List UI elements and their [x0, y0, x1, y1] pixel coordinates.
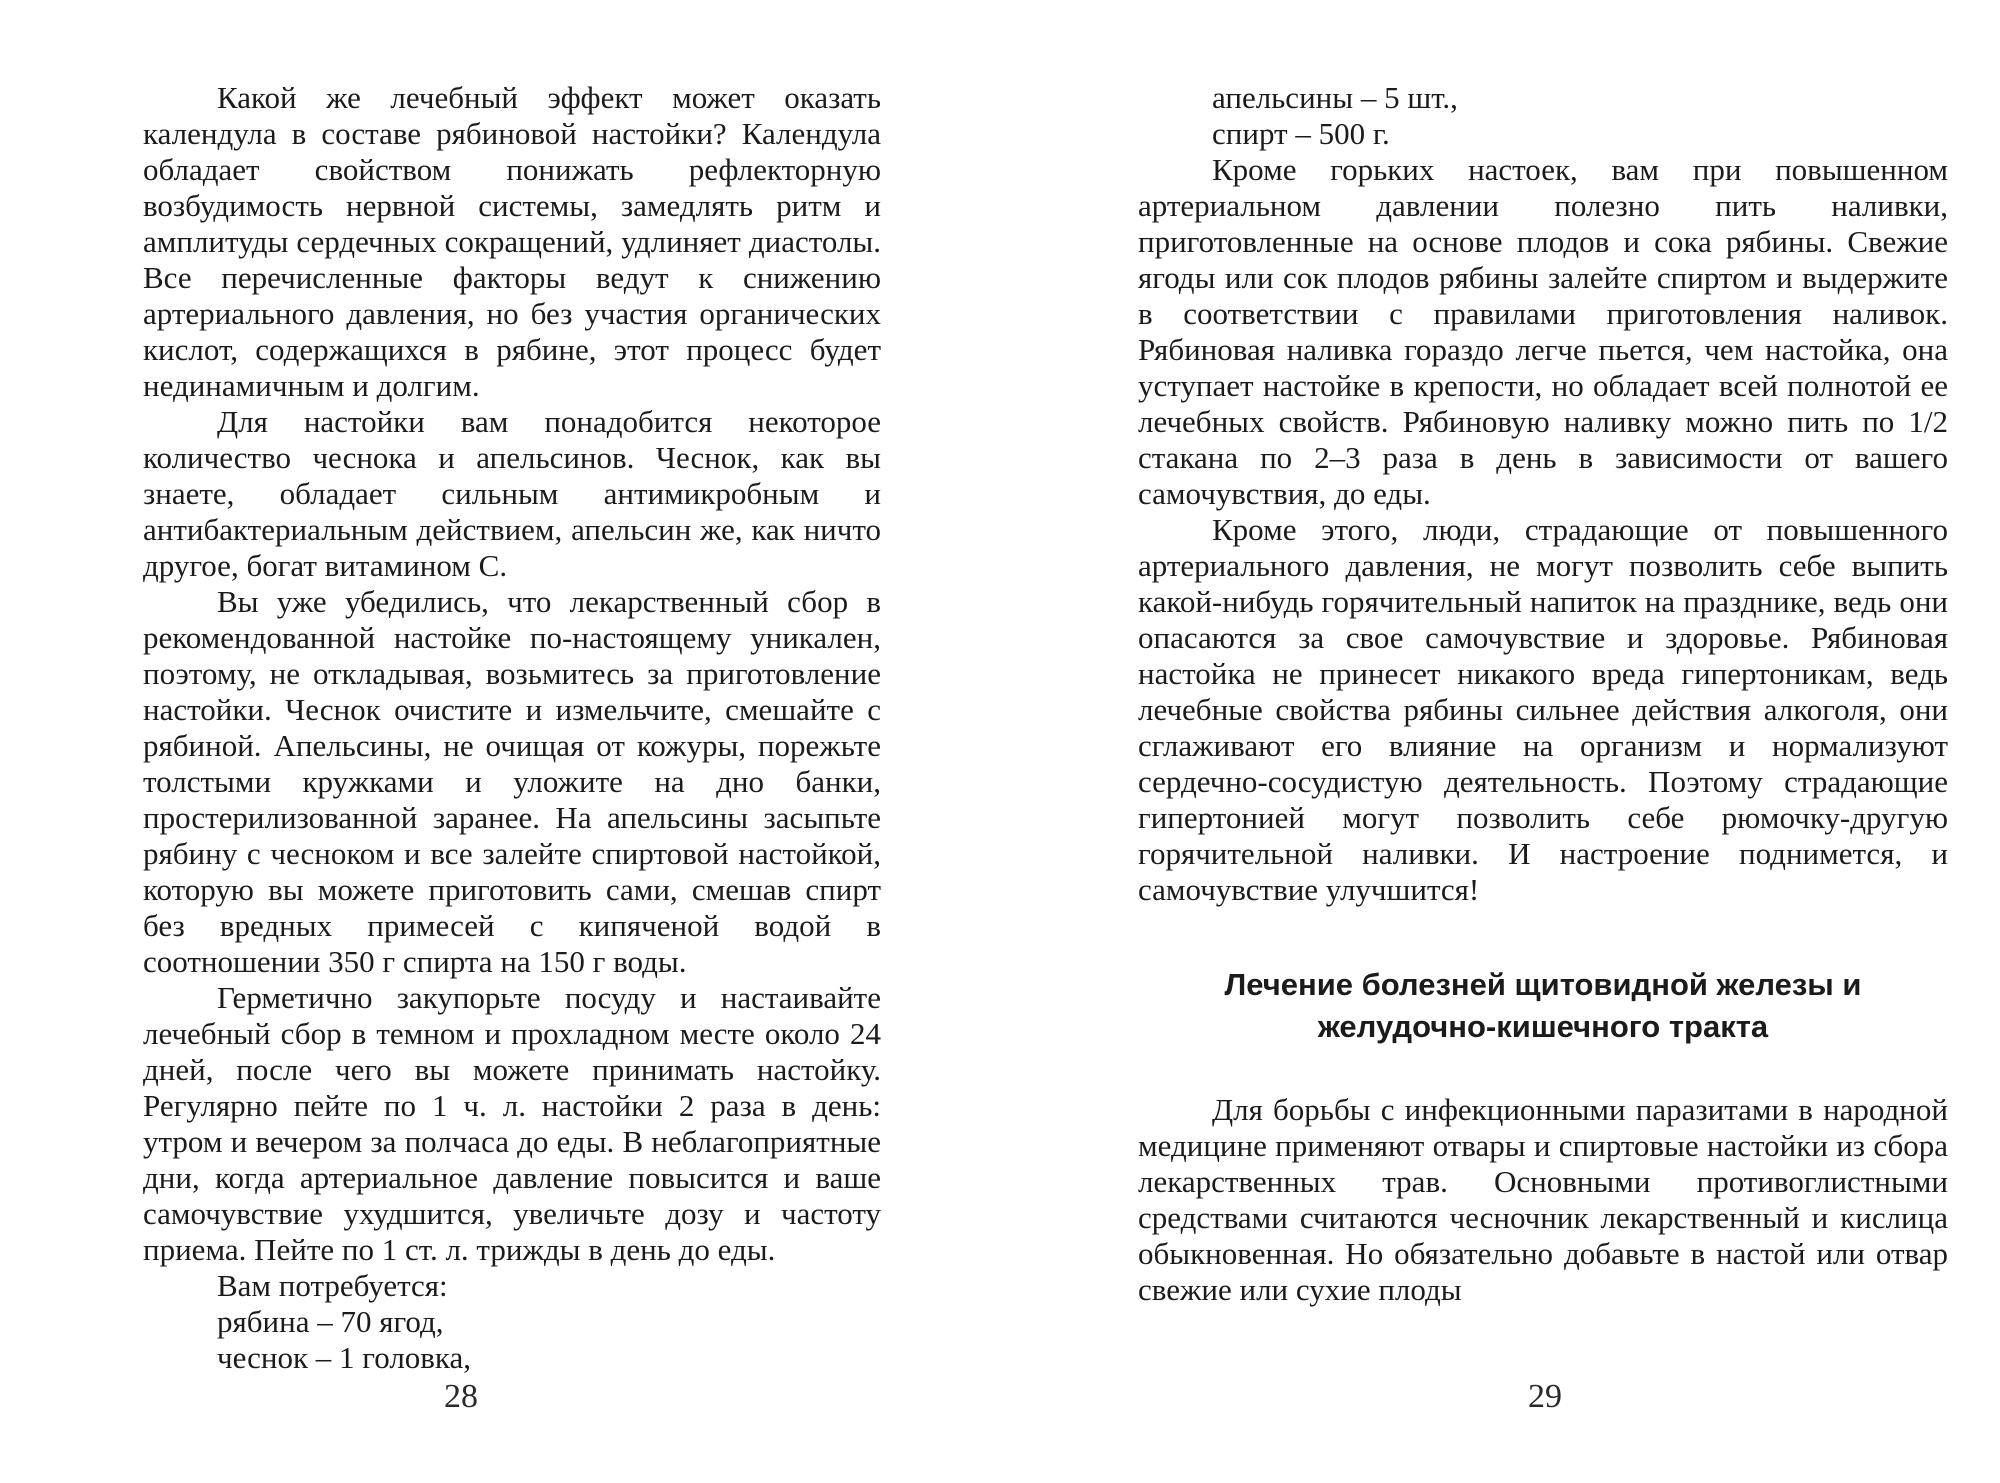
ingredient-item: чеснок – 1 головка,: [217, 1340, 472, 1375]
page-number-right: 29: [1528, 1378, 1562, 1415]
paragraph-preparation: Вы уже убедились, что лекарственный сбор в рекомендованной настойке по-настоящему уникален, поэтому, не откладывая, возьмитесь за приготовление настойки. Чеснок очистите и измельчите, смешайте с рябиной. Апельсины, не очищая от кожуры, порежьте толстыми кружками и уложите на дно банки, простерилизованной заранее. На апельсины засыпьте рябину с чесноком и все залейте спиртовой настойкой, которую вы можете приготовить сами, смешав спирт без вредных примесей с кипяченой водой в соотношении 350 г спирта на 150 г воды.: [143, 584, 881, 979]
paragraph-garlic-oranges: Для настойки вам понадобится некоторое количество чеснока и апельсинов. Чеснок, как вы знаете, обладает сильным антимикробным и антибактериальным действием, апельсин же, как ничто другое, богат витамином С.: [143, 404, 881, 583]
paragraph-dosage: Герметично закупорьте посуду и настаивайте лечебный сбор в темном и прохладном месте около 24 дней, после чего вы можете принимать настойку. Регулярно пейте по 1 ч. л. настойки 2 раза в день: утром и вечером за полчаса до еды. В неблагоприятные дни, когда артериальное давление повысится и ваше самочувствие ухудшится, увеличьте дозу и частоту приема. Пейте по 1 ст. л. трижды в день до еды.: [143, 980, 881, 1267]
right-page: [1138, 80, 1948, 1308]
paragraph-parasites: Для борьбы с инфекционными паразитами в народной медицине применяют отвары и спиртовые настойки из сбора лекарственных трав. Основными противоглистными средствами считаются чесночник лекарственный и кислица обыкновенная. Но обязательно добавьте в настой или отвар свежие или сухие плоды: [1138, 1092, 1948, 1307]
section-heading-line-2: желудочно-кишечного тракта: [1317, 1009, 1769, 1044]
left-page: [143, 80, 881, 1376]
paragraph-calendula-effect: Какой же лечебный эффект может оказать календула в составе рябиновой настойки? Календула обладает свойством понижать рефлекторную возбудимость нервной системы, замедлять ритм и амплитуды сердечных сокращений, удлиняет диастолы. Все перечисленные факторы ведут к снижению артериального давления, но без участия органических кислот, содержащихся в рябине, этот процесс будет нединамичным и долгим.: [143, 80, 881, 403]
ingredient-item: апельсины – 5 шт.,: [1212, 80, 1458, 115]
ingredient-item: рябина – 70 ягод,: [217, 1304, 444, 1339]
paragraph-hypertension: Кроме этого, люди, страдающие от повышенного артериального давления, не могут позволить себе выпить какой-нибудь горячительный напиток на празднике, ведь они опасаются за свое самочувствие и здоровье. Рябиновая настойка не принесет никакого вреда гипертоникам, ведь лечебные свойства рябины сильнее действия алкоголя, они сглаживают его влияние на организм и нормализуют сердечно-сосудистую деятельность. Поэтому страдающие гипертонией могут позволить себе рюмочку-другую горячительной наливки. И настроение поднимется, и самочувствие улучшится!: [1138, 512, 1948, 907]
section-heading-line-1: Лечение болезней щитовидной железы и: [1224, 967, 1862, 1002]
section-heading: [1138, 964, 1948, 1048]
paragraph-liqueurs: Кроме горьких настоек, вам при повышенном артериальном давлении полезно пить наливки, приготовленные на основе плодов и сока рябины. Свежие ягоды или сок плодов рябины залейте спиртом и выдержите в соответствии с правилами приготовления наливок. Рябиновая наливка гораздо легче пьется, чем настойка, она уступает настойке в крепости, но обладает всей полнотой ее лечебных свойств. Рябиновую наливку можно пить по 1/2 стакана по 2–3 раза в день в зависимости от вашего самочувствия, до еды.: [1138, 152, 1948, 511]
ingredient-item: спирт – 500 г.: [1212, 116, 1390, 151]
ingredients-intro: Вам потребуется:: [217, 1268, 448, 1303]
page-number-left: 28: [444, 1378, 478, 1415]
